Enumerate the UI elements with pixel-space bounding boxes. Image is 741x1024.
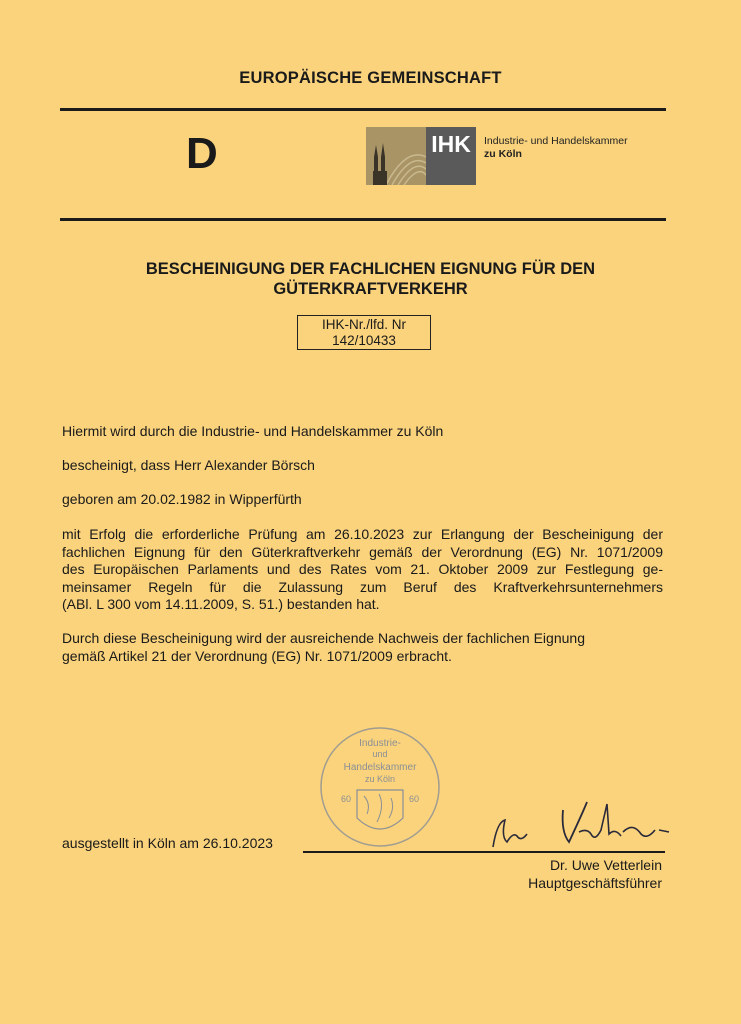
paragraph-birth: geboren am 20.02.1982 in Wipperfürth (62, 491, 302, 507)
logo-line-2: zu Köln (484, 148, 522, 160)
issue-place-date: ausgestellt in Köln am 26.10.2023 (62, 835, 273, 851)
ihk-logo-text (484, 135, 628, 161)
paragraph-issuer: Hiermit wird durch die Industrie- und Handelskammer zu Köln (62, 423, 444, 439)
paragraph-holder: bescheinigt, dass Herr Alexander Börsch (62, 457, 315, 473)
exam-line: (ABl. L 300 vom 14.11.2009, S. 51.) bestanden hat. (62, 596, 380, 612)
exam-line: meinsamer Regeln für die Zulassung zum Beruf des Kraftverkehrsunternehmers (62, 578, 663, 595)
proof-line-2: gemäß Artikel 21 der Verordnung (EG) Nr. 1071/2009 erbracht. (62, 647, 452, 664)
signature-line (303, 851, 665, 853)
stamp-right-number: 60 (408, 794, 420, 804)
reference-box (297, 315, 431, 350)
logo-line-1: Industrie- und Handelskammer (484, 135, 628, 147)
signer-block (528, 856, 662, 892)
top-divider (60, 108, 666, 111)
country-code: D (186, 129, 218, 178)
stamp-line-1: Industrie- (359, 738, 401, 749)
stamp-line-3: Handelskammer (343, 762, 417, 773)
document-title (0, 259, 741, 299)
paragraph-exam (62, 526, 663, 614)
proof-line-1: Durch diese Bescheinigung wird der ausreichende Nachweis der fachlichen Eignung (62, 630, 585, 646)
paragraph-proof (62, 630, 663, 665)
bottom-divider (60, 218, 666, 221)
signer-role: Hauptgeschäftsführer (528, 875, 662, 891)
exam-line: des Europäischen Parlaments und des Rates vom 21. Oktober 2009 zur Festlegung ge- (62, 561, 663, 577)
reference-number: 142/10433 (332, 333, 396, 348)
reference-label: IHK-Nr./lfd. Nr (321, 317, 406, 332)
exam-line: mit Erfolg die erforderliche Prüfung am 26.10.2023 zur Erlangung der Bescheinigung der (62, 526, 663, 542)
official-seal-stamp (319, 726, 441, 848)
cathedral-logo-image (366, 127, 426, 185)
handwritten-signature (483, 792, 673, 852)
ihk-logo-mark: IHK (426, 127, 476, 185)
stamp-line-2: und (372, 749, 388, 759)
stamp-line-4: zu Köln (364, 774, 396, 784)
community-heading: EUROPÄISCHE GEMEINSCHAFT (239, 69, 502, 87)
exam-line: fachlichen Eignung für den Güterkraftverkehr gemäß der Verordnung (EG) Nr. 1071/2009 (62, 543, 663, 560)
stamp-left-number: 60 (340, 794, 352, 804)
title-line-1: BESCHEINIGUNG DER FACHLICHEN EIGNUNG FÜR DEN (145, 260, 596, 278)
signer-name: Dr. Uwe Vetterlein (549, 857, 662, 873)
title-line-2: GÜTERKRAFTVERKEHR (273, 280, 468, 298)
ihk-logo (366, 127, 636, 187)
